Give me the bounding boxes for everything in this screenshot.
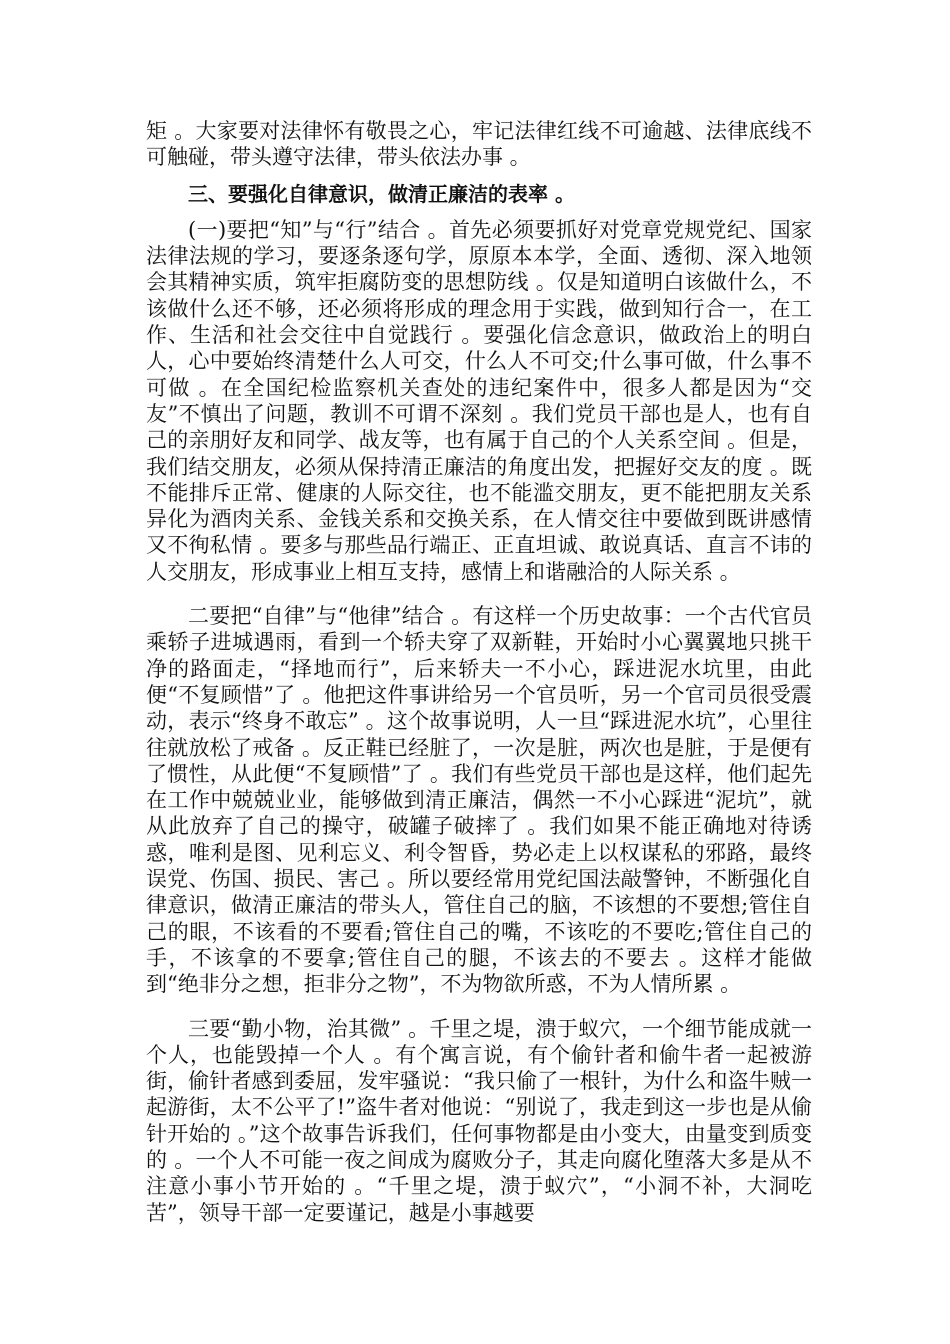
paragraph-self-discipline: 二要把“自律”与“他律”结合 。有这样一个历史故事：一个古代官员乘轿子进城遇雨，看到一个轿夫穿了双新鞋，开始时小心翼翼地只挑干净的路面走，“择地而行”，后来轿夫一不小心，踩进泥水坑里，由此便“不复顾惜”了 。他把这件事讲给另一个官员听，另一个官司员很受震动，表示“终身不敢忘” 。这个故事说明，人一旦“踩进泥水坑”，心里往往就放松了戒备 。反正鞋已经脏了，一次是脏，两次也是脏，于是便有了惯性，从此便“不复顾惜”了 。我们有些党员干部也是这样，他们起先在工作中兢兢业业，能够做到清正廉洁，偶然一不小心踩进“泥坑”，就从此放弃了自己的操守，破罐子破摔了 。我们如果不能正确地对待诱惑，唯利是图、见利忘义、利令智昏，势必走上以权谋私的邪路，最终误党、伤国、损民、害己 。所以要经常用党纪国法敲警钟，不断强化自律意识，做清正廉洁的带头人，管住自己的脑，不该想的不要想;管住自己的眼，不该看的不要看;管住自己的嘴，不该吃的不要吃;管住自己的手，不该拿的不要拿;管住自己的腿，不该去的不要去 。这样才能做到“绝非分之想，拒非分之物”，不为物欲所惑，不为人情所累 。 (146, 604, 812, 997)
paragraph-know-and-act: (一)要把“知”与“行”结合 。首先必须要抓好对党章党规党纪、国家法律法规的学习，要逐条逐句学，原原本本学，全面、透彻、深入地领会其精神实质，筑牢拒腐防变的思想防线 。仅是知道明白该做什么，不该做什么还不够，还必须将形成的理念用于实践，做到知行合一，在工作、生活和社会交往中自觉践行 。要强化信念意识，做政治上的明白人，心中要始终清楚什么人可交，什么人不可交;什么事可做，什么事不可做 。在全国纪检监察机关查处的违纪案件中，很多人都是因为“交友”不慎出了问题，教训不可谓不深刻 。我们党员干部也是人，也有自己的亲朋好友和同学、战友等，也有属于自己的个人关系空间 。但是，我们结交朋友，必须从保持清正廉洁的角度出发，把握好交友的度 。既不能排斥正常、健康的人际交往，也不能滥交朋友，更不能把朋友关系异化为酒肉关系、金钱关系和交换关系，在人情交往中要做到既讲感情又不徇私情 。要多与那些品行端正、正直坦诚、敢说真话、直言不讳的人交朋友，形成事业上相互支持，感情上和谐融洽的人际关系 。 (146, 217, 812, 584)
document-body (146, 118, 812, 1226)
section-heading: 三、要强化自律意识，做清正廉洁的表率 。 (188, 181, 575, 206)
paragraph-small-things: 三要“勤小物，治其微” 。千里之堤，溃于蚁穴，一个细节能成就一个人，也能毁掉一个人 。有个寓言说，有个偷针者和偷牛者一起被游街，偷针者感到委屈，发牢骚说：“我只偷了一根针，为什么和盗牛贼一起游街，太不公平了!”盗牛者对他说：“别说了，我走到这一步也是从偷针开始的 。”这个故事告诉我们，任何事物都是由小变大，由量变到质变的 。一个人不可能一夜之间成为腐败分子，其走向腐化堕落大多是从不注意小事小节开始的 。“千里之堤，溃于蚁穴”，“小洞不补，大洞吃苦”，领导干部一定要谨记，越是小事越要 (146, 1016, 812, 1225)
paragraph-continuation: 矩 。大家要对法律怀有敬畏之心，牢记法律红线不可逾越、法律底线不可触碰，带头遵守法律，带头依法办事 。 (146, 119, 812, 170)
